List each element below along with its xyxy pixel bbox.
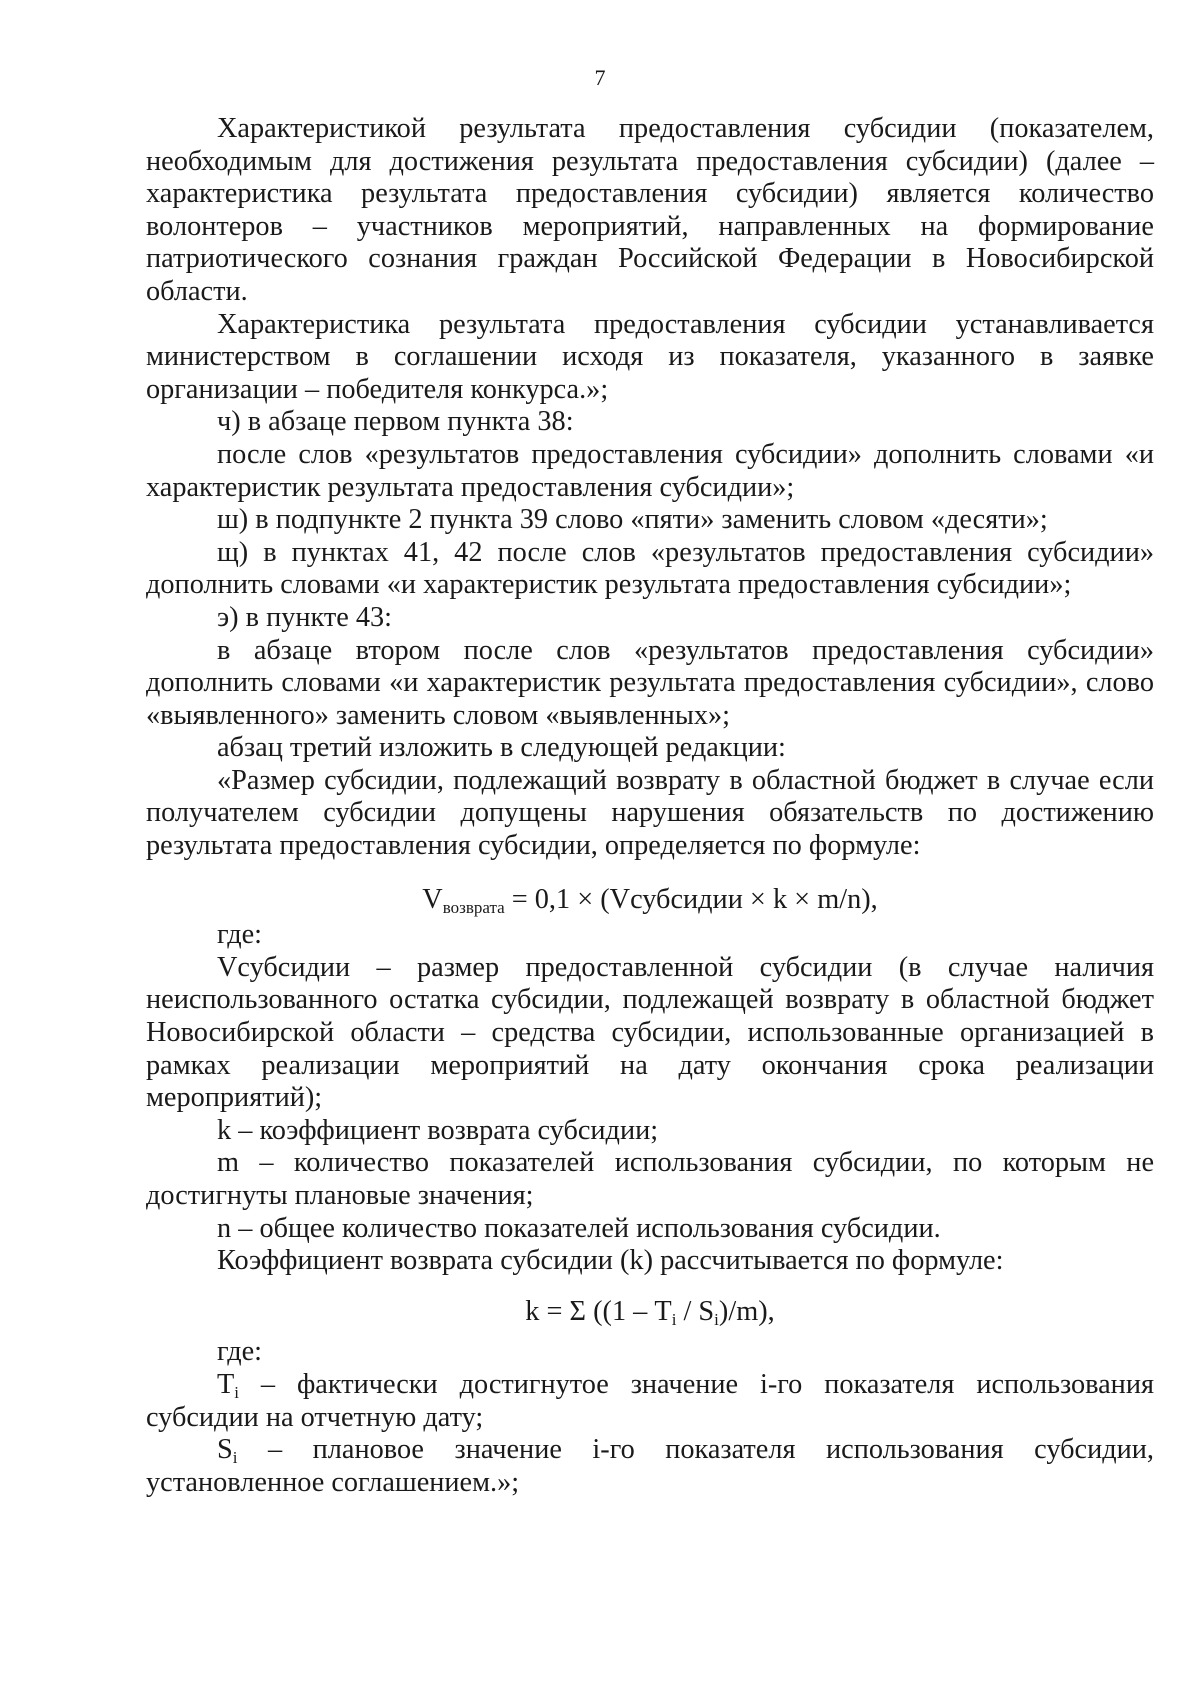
formula-coefficient-part2: / S xyxy=(676,1295,715,1327)
paragraph-item-ch: ч) в абзаце первом пункта 38: xyxy=(217,406,574,438)
formula-coefficient-part1: k = Σ ((1 – T xyxy=(525,1295,672,1327)
paragraph-k-definition: k – коэффициент возврата субсидии; xyxy=(217,1114,659,1146)
paragraph-second-abzac: в абзаце втором после слов «результатов предоставления субсидии» дополнить словами «и характеристик результата предоставления субсидии», слово «выявленного» заменить словом «выявленных»; xyxy=(146,634,1154,731)
t-definition-text: – фактически достигнутое значение i-го показателя использования субсидии на отчетную дату; xyxy=(146,1368,1154,1433)
page-number: 7 xyxy=(594,65,606,90)
t-subscript: i xyxy=(234,1382,240,1402)
paragraph-where-2: где: xyxy=(217,1336,263,1368)
formula-refund-volume xyxy=(146,884,1154,917)
s-subscript: i xyxy=(232,1448,238,1468)
s-symbol: S xyxy=(217,1434,233,1466)
paragraph-item-e: э) в пункте 43: xyxy=(217,601,393,633)
paragraph-result-characteristic: Характеристикой результата предоставления субсидии (показателем, необходимым для достижения результата предоставления субсидии) (далее – характеристика результата предоставления субсидии) является количество волонтеров – участников мероприятий, направленных на формирование патриотического сознания граждан Российской Федерации в Новосибирской области. xyxy=(146,113,1154,307)
paragraph-t-definition xyxy=(146,1369,1154,1434)
formula-refund-subscript: возврата xyxy=(442,897,505,917)
paragraph-add-words-38: после слов «результатов предоставления субсидии» дополнить словами «и характеристик результата предоставления субсидии»; xyxy=(146,438,1154,503)
s-definition-text: – плановое значение i-го показателя использования субсидии, установленное соглашением.»; xyxy=(146,1434,1154,1498)
paragraph-n-definition: n – общее количество показателей использования субсидии. xyxy=(217,1212,941,1244)
formula-coefficient-subscript-s: i xyxy=(714,1309,719,1329)
paragraph-coefficient-intro: Коэффициент возврата субсидии (k) рассчитывается по формуле: xyxy=(217,1245,1004,1277)
formula-coefficient-subscript-t: i xyxy=(671,1309,677,1329)
paragraph-m-definition: m – количество показателей использования субсидии, по которым не достигнуты плановые значения; xyxy=(146,1147,1154,1211)
paragraph-item-shch: щ) в пунктах 41, 42 после слов «результатов предоставления субсидии» дополнить словами «и характеристик результата предоставления субсидии»; xyxy=(146,536,1154,601)
formula-coefficient-part3: )/m), xyxy=(718,1295,775,1327)
paragraph-third-abzac: абзац третий изложить в следующей редакции: xyxy=(217,732,786,764)
formula-refund-main: V xyxy=(422,883,443,915)
paragraph-where-1: где: xyxy=(217,919,263,951)
t-symbol: T xyxy=(217,1368,235,1400)
formula-refund-expression: = 0,1 × (Vсубсидии × k × m/n), xyxy=(504,883,878,915)
paragraph-refund-size: «Размер субсидии, подлежащий возврату в областной бюджет в случае если получателем субсидии допущены нарушения обязательств по достижению результата предоставления субсидии, определяется по формуле: xyxy=(146,764,1154,862)
document-body xyxy=(146,113,1154,1499)
paragraph-item-sh: ш) в подпункте 2 пункта 39 слово «пяти» заменить словом «десяти»; xyxy=(217,504,1048,536)
paragraph-characteristic-set-by-ministry: Характеристика результата предоставления субсидии устанавливается министерством в соглашении исходя из показателя, указанного в заявке организации – победителя конкурса.»; xyxy=(146,308,1154,405)
paragraph-s-definition xyxy=(146,1434,1154,1499)
formula-refund-coefficient xyxy=(146,1296,1154,1329)
paragraph-v-subsidy-definition: Vсубсидии – размер предоставленной субсидии (в случае наличия неиспользованного остатка субсидии, подлежащей возврату в областной бюджет Новосибирской области – средства субсидии, использованные организацией в рамках реализации мероприятий на дату окончания срока реализации мероприятий); xyxy=(146,951,1154,1114)
